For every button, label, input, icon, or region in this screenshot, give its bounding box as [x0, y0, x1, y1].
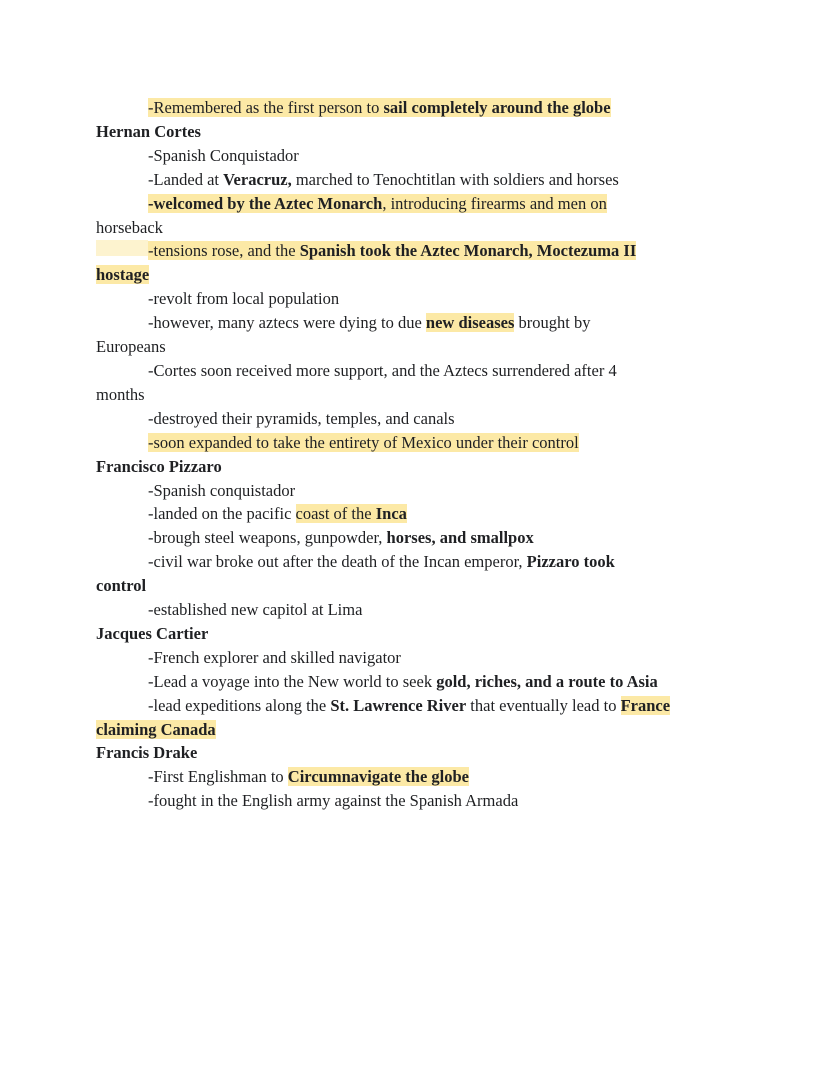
text-line [96, 120, 732, 144]
text-line [96, 598, 732, 622]
text-segment: that eventually lead to [466, 695, 621, 715]
text-segment: -civil war broke out after the death of the Incan emperor, [148, 552, 527, 572]
text-segment: -lead expeditions along the [148, 695, 331, 715]
text-segment: -brough steel weapons, gunpowder, [148, 528, 387, 548]
text-line [96, 168, 732, 192]
text-segment: Veracruz, [223, 169, 292, 189]
text-line [96, 718, 732, 742]
text-line [96, 311, 732, 335]
text-segment: gold, riches, and a route to Asia [436, 671, 658, 691]
document-body [96, 96, 732, 813]
text-segment: marched to Tenochtitlan with soldiers and horses [291, 169, 619, 189]
text-line [96, 359, 732, 383]
tab-indent [96, 599, 148, 616]
text-segment: Jacques Cartier [96, 623, 209, 643]
tab-indent [96, 97, 148, 114]
text-segment: claiming Canada [96, 719, 216, 739]
text-segment: Hernan Cortes [96, 121, 201, 141]
text-segment: -however, many aztecs were dying to due [148, 313, 426, 333]
tab-indent [96, 766, 148, 783]
tab-indent [96, 527, 148, 544]
text-segment: new diseases [425, 313, 515, 333]
text-segment: Spanish took the Aztec Monarch, Moctezuma II [299, 241, 637, 261]
text-segment: -soon expanded to take the entirety of Mexico under their control [148, 432, 579, 452]
text-line [96, 502, 732, 526]
text-line [96, 741, 732, 765]
text-segment: -French explorer and skilled navigator [148, 647, 401, 667]
tab-indent [96, 407, 148, 424]
text-segment: horses, and smallpox [386, 528, 534, 548]
tab-indent [96, 144, 148, 161]
text-segment: -fought in the English army against the Spanish Armada [148, 791, 519, 811]
text-line [96, 646, 732, 670]
text-segment: , introducing firearms and men on [382, 193, 607, 213]
text-segment: -Landed at [148, 169, 224, 189]
text-segment: Circumnavigate the globe [287, 767, 469, 787]
tab-indent [96, 431, 148, 448]
tab-indent [96, 168, 148, 185]
text-segment: -Remembered as the first person to [148, 98, 384, 117]
text-segment: -First Englishman to [148, 767, 288, 787]
text-segment: -revolt from local population [148, 289, 340, 309]
text-segment: France [620, 695, 671, 715]
text-segment: Francisco Pizzaro [96, 456, 222, 476]
text-line [96, 765, 732, 789]
tab-indent [96, 240, 148, 257]
tab-indent [96, 790, 148, 807]
text-line [96, 192, 732, 216]
text-line [96, 455, 732, 479]
text-line [96, 479, 732, 503]
text-line [96, 431, 732, 455]
text-line [96, 263, 732, 287]
tab-indent [96, 670, 148, 687]
text-segment: -Spanish Conquistador [148, 145, 299, 165]
text-segment: -Lead a voyage into the New world to seek [148, 671, 437, 691]
text-segment: -tensions rose, and the [148, 241, 300, 261]
text-segment: coast of the [295, 504, 376, 524]
text-segment: -welcomed by the Aztec Monarch [148, 193, 383, 213]
text-segment: control [96, 576, 147, 596]
text-segment: Europeans [96, 337, 166, 357]
text-line [96, 407, 732, 431]
tab-indent [96, 479, 148, 496]
tab-indent [96, 192, 148, 209]
text-line [96, 239, 732, 263]
text-line [96, 694, 732, 718]
text-line [96, 550, 732, 574]
text-line [96, 216, 732, 240]
text-line [96, 96, 732, 120]
text-segment: hostage [96, 265, 150, 285]
text-segment: Pizzaro took [526, 552, 615, 572]
tab-indent [96, 646, 148, 663]
text-segment: -established new capitol at Lima [148, 600, 363, 620]
tab-indent [96, 312, 148, 329]
text-line [96, 789, 732, 813]
tab-indent [96, 359, 148, 376]
text-segment: brought by [514, 313, 591, 333]
text-line [96, 287, 732, 311]
text-segment: -destroyed their pyramids, temples, and canals [148, 408, 455, 428]
tab-indent [96, 694, 148, 711]
tab-indent [96, 503, 148, 520]
text-line [96, 574, 732, 598]
tab-indent [96, 288, 148, 305]
text-segment: -Cortes soon received more support, and the Aztecs surrendered after 4 [148, 360, 617, 380]
text-segment: horseback [96, 217, 163, 237]
text-line [96, 622, 732, 646]
tab-indent [96, 551, 148, 568]
text-segment: -Spanish conquistador [148, 480, 296, 500]
text-segment: -landed on the pacific [148, 504, 296, 524]
text-segment: Francis Drake [96, 743, 198, 763]
text-segment: months [96, 384, 145, 404]
text-line [96, 383, 732, 407]
text-line [96, 144, 732, 168]
text-segment: Inca [375, 504, 407, 524]
text-line [96, 670, 732, 694]
text-line [96, 526, 732, 550]
text-line [96, 335, 732, 359]
text-segment: St. Lawrence River [330, 695, 467, 715]
text-segment: sail completely around the globe [383, 98, 611, 117]
